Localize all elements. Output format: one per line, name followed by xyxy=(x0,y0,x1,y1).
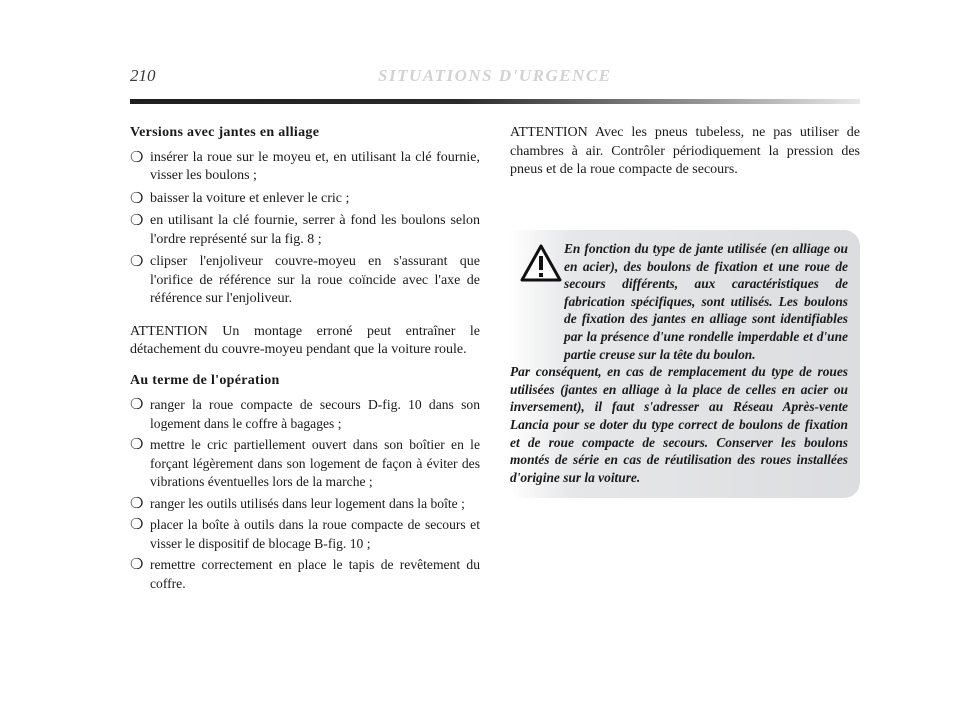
step-text: mettre le cric partiellement ouvert dans son boîtier en le forçant légèrement dans son logement de façon à éviter des vibrations éventuelles lors de la marche ; xyxy=(150,437,480,489)
list-item xyxy=(130,436,480,492)
step-text: ranger les outils utilisés dans leur logement dans la boîte ; xyxy=(150,495,465,511)
list-item xyxy=(130,556,480,593)
circle-bullet-icon: ❍ xyxy=(130,213,144,229)
circle-bullet-icon: ❍ xyxy=(130,517,144,533)
list-item xyxy=(130,253,480,309)
header-rule xyxy=(130,99,860,104)
circle-bullet-icon: ❍ xyxy=(130,495,144,512)
circle-bullet-icon: ❍ xyxy=(130,397,144,413)
left-column xyxy=(130,124,480,596)
attention-tubeless-paragraph: ATTENTION Avec les pneus tubeless, ne pas utiliser de chambres à air. Contrôler périodiquement la pression des pneus et de la roue compacte de secours. xyxy=(510,125,860,177)
page-header xyxy=(130,66,860,96)
page-number: 210 xyxy=(130,66,156,85)
right-column xyxy=(510,124,860,180)
warning-paragraph-2: Par conséquent, en cas de remplacement du type de roues utilisées (jantes en alliage à la place de celles en acier ou inversement), il faut s'adresser au Réseau Après-vente Lancia pour se doter du type correct de boulons de fixation et de roue compacte de secours. Conserver les boulons montés de série en cas de réutilisation des roues installées d'origine sur la voiture. xyxy=(510,364,848,485)
circle-bullet-icon: ❍ xyxy=(130,557,144,573)
list-item xyxy=(130,396,480,433)
warning-paragraph-1: En fonction du type de jante utilisée (en alliage ou en acier), des boulons de fixation et une roue de secours différents, aux caractéristiques de fabrication spécifiques, sont utilisés. Les boulons de fixation des jantes en alliage sont identifiables par la présence d'une rondelle imperdable et d'une partie creuse sur la tête du boulon. xyxy=(564,241,848,362)
step-text: clipser l'enjoliveur couvre-moyeu en s'assurant que l'orifice de référence sur la roue coïncide avec l'axe de référence sur l'enjoliveur. xyxy=(150,254,480,306)
step-text: ranger la roue compacte de secours D-fig. 10 dans son logement dans le coffre à bagages ; xyxy=(150,397,480,431)
steps-alloy-list xyxy=(130,149,480,309)
circle-bullet-icon: ❍ xyxy=(130,149,144,166)
circle-bullet-icon: ❍ xyxy=(130,190,144,207)
attention-hubcap-paragraph: ATTENTION Un montage erroné peut entraîner le détachement du couvre-moyeu pendant que la voiture roule. xyxy=(130,323,480,357)
warning-box xyxy=(508,230,860,498)
circle-bullet-icon: ❍ xyxy=(130,254,144,270)
list-item xyxy=(130,495,480,514)
step-text: remettre correctement en place le tapis de revêtement du coffre. xyxy=(150,557,480,591)
step-text: placer la boîte à outils dans la roue compacte de secours et visser le dispositif de blocage B-fig. 10 ; xyxy=(150,517,480,551)
list-item xyxy=(130,516,480,553)
warning-text xyxy=(510,240,848,486)
section-title: SITUATIONS D'URGENCE xyxy=(378,66,612,85)
heading-alloy-versions: Versions avec jantes en alliage xyxy=(130,125,320,140)
heading-end-of-operation: Au terme de l'opération xyxy=(130,372,280,388)
list-item xyxy=(130,190,480,209)
steps-end-list xyxy=(130,396,480,593)
list-item xyxy=(130,149,480,186)
circle-bullet-icon: ❍ xyxy=(130,437,144,453)
list-item xyxy=(130,212,480,249)
step-text: baisser la voiture et enlever le cric ; xyxy=(150,190,350,206)
step-text: en utilisant la clé fournie, serrer à fond les boulons selon l'ordre représenté sur la fig. 8 ; xyxy=(150,213,480,247)
step-text: insérer la roue sur le moyeu et, en utilisant la clé fournie, visser les boulons ; xyxy=(150,149,480,183)
